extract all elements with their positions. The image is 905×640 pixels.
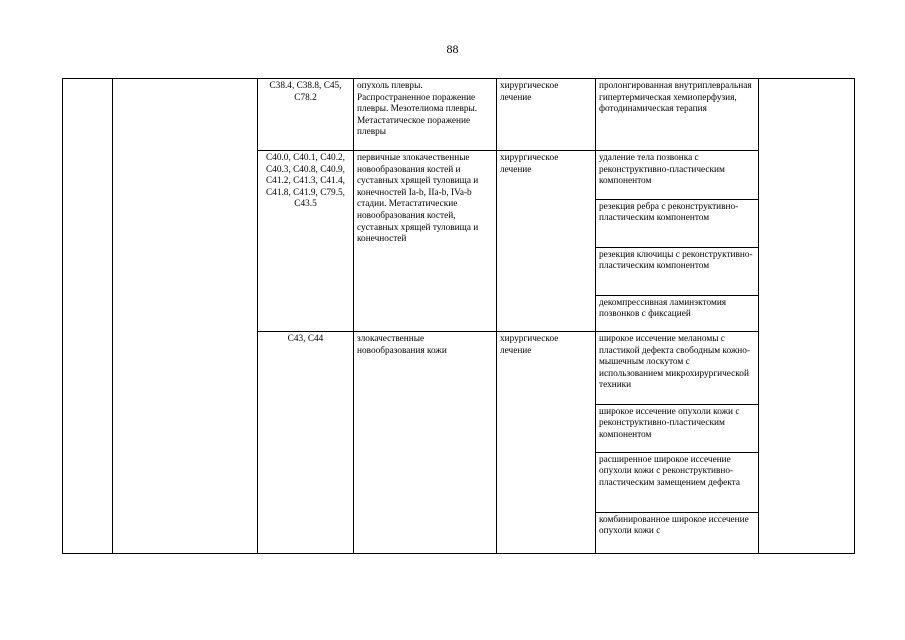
treatment-method-item: комбинированное широкое иссечение опухоли кожи с [599,514,749,537]
table-row [63,79,855,151]
treatment-methods-list [596,332,758,552]
blank-cell-profile [113,79,258,554]
treatment-method-item: расширенное широкое иссечение опухоли кожи с реконструктивно-пластическим замещением дефекта [599,454,740,488]
treatment-type-cell: хирургическое лечение [497,332,596,554]
treatment-methods-list [596,151,758,331]
treatment-type-cell: хирургическое лечение [497,79,596,151]
treatment-method-item: удаление тела позвонка с реконструктивно-пластическим компонентом [599,153,725,187]
icd-codes-cell: C40.0, C40.1, C40.2, C40.3, C40.8, C40.9, C41.2, C41.3, C41.4, C41.8, C41.9, C79.5, C43.5 [258,151,354,332]
treatment-method-item: широкое иссечение опухоли кожи с реконструктивно-пластическим компонентом [599,406,740,440]
blank-cell-cost [759,79,855,554]
treatment-methods-group [596,151,759,332]
icd-codes-cell: C43, C44 [258,332,354,554]
blank-cell-number [63,79,113,554]
icd-codes-cell: C38.4, C38.8, C45, C78.2 [258,79,354,151]
treatment-method-item: широкое иссечение меланомы с пластикой дефекта свободным кожно-мышечным лоскутом с использованием микрохирургической техники [599,334,751,391]
patient-model-cell: злокачественные новообразования кожи [354,332,497,554]
patient-model-cell: опухоль плевры. Распространенное поражение плевры. Мезотелиома плевры. Метастатическое поражение плевры [354,79,497,151]
page-number: 88 [446,42,459,56]
treatment-method-item: резекция ключицы с реконструктивно-пластическим компонентом [599,249,753,272]
treatment-type-cell: хирургическое лечение [497,151,596,332]
patient-model-cell: первичные злокачественные новообразования костей и суставных хрящей туловища и конечностей Ia-b, IIa-b, IVa-b стадии. Метастатические новообразования костей, суставных хрящей туловища и конечностей [354,151,497,332]
treatment-methods-group [596,332,759,554]
treatment-method-item: резекция ребра с реконструктивно-пластическим компонентом [599,201,739,224]
treatment-method-item: декомпрессивная ламинэктомия позвонков с фиксацией [599,297,727,320]
treatment-method-cell: пролонгированная внутриплевральная гипертермическая хемиоперфузия, фотодинамическая терапия [596,79,759,151]
medical-care-table [62,78,855,554]
